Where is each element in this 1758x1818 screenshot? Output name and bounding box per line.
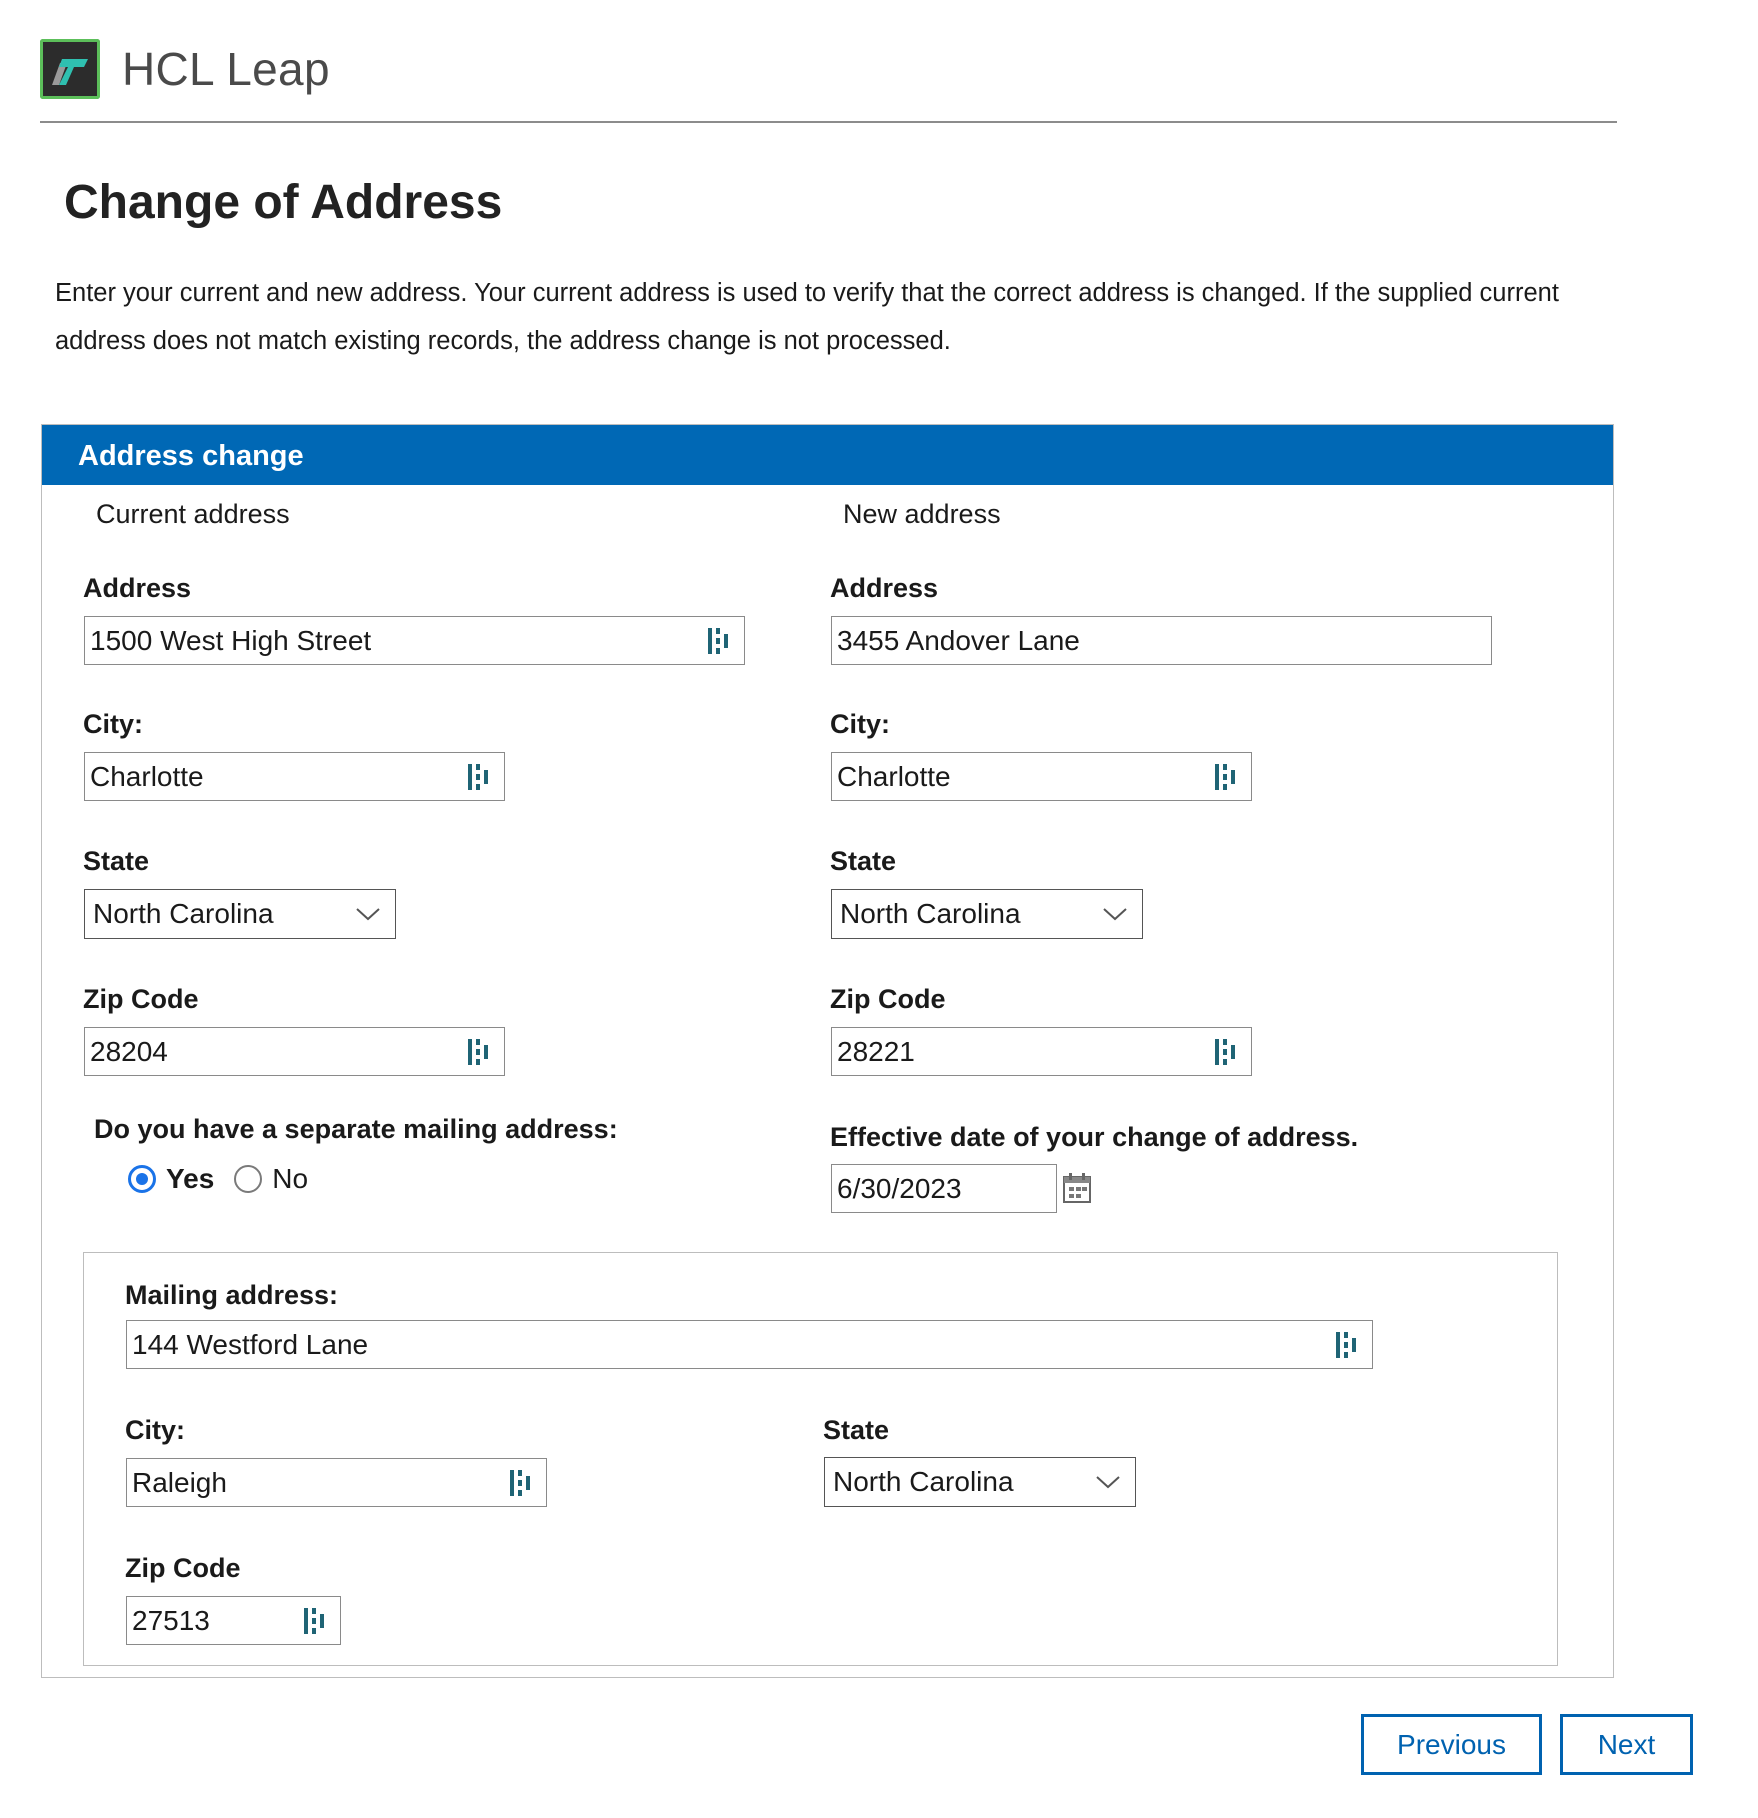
new-state-value: North Carolina — [840, 898, 1021, 929]
radio-yes-label[interactable]: Yes — [166, 1163, 215, 1194]
mailing-address-value: 144 Westford Lane — [132, 1328, 369, 1360]
current-city-value: Charlotte — [90, 760, 204, 792]
autofill-icon[interactable] — [466, 762, 494, 792]
mailing-address-label: Mailing address: — [125, 1280, 339, 1310]
current-state-select[interactable] — [84, 889, 396, 939]
new-state-label: State — [830, 846, 897, 876]
new-address-value: 3455 Andover Lane — [837, 624, 1080, 656]
current-address-heading: Current address — [96, 499, 290, 529]
current-zip-input[interactable] — [84, 1027, 505, 1076]
mailing-address-input[interactable] — [126, 1320, 1373, 1369]
mailing-city-value: Raleigh — [132, 1466, 227, 1498]
mailing-zip-value: 27513 — [132, 1604, 210, 1636]
mailing-city-input[interactable] — [126, 1458, 547, 1507]
mailing-zip-input[interactable] — [126, 1596, 341, 1645]
effective-date-label: Effective date of your change of address. — [830, 1122, 1359, 1152]
chevron-down-icon — [355, 906, 381, 922]
mailing-state-value: North Carolina — [833, 1466, 1014, 1497]
autofill-icon[interactable] — [302, 1606, 330, 1636]
new-address-heading: New address — [843, 499, 1001, 529]
mailing-zip-label: Zip Code — [125, 1553, 241, 1583]
current-address-value: 1500 West High Street — [90, 624, 372, 656]
mailing-state-label: State — [823, 1415, 890, 1445]
effective-date-input[interactable] — [831, 1164, 1057, 1213]
chevron-down-icon — [1095, 1474, 1121, 1490]
header-divider — [40, 121, 1617, 123]
current-address-input[interactable] — [84, 616, 745, 665]
current-address-label: Address — [83, 573, 192, 603]
previous-button[interactable]: Previous — [1361, 1714, 1542, 1775]
mailing-state-select[interactable] — [824, 1457, 1136, 1507]
panel-title: Address change — [78, 440, 304, 472]
current-state-value: North Carolina — [93, 898, 274, 929]
brand-name: HCL Leap — [122, 43, 330, 95]
separate-mailing-question: Do you have a separate mailing address: — [94, 1114, 618, 1144]
new-state-select[interactable] — [831, 889, 1143, 939]
autofill-icon[interactable] — [1213, 1037, 1241, 1067]
autofill-icon[interactable] — [466, 1037, 494, 1067]
radio-no-label[interactable]: No — [272, 1163, 309, 1194]
mailing-city-label: City: — [125, 1415, 185, 1445]
current-city-label: City: — [83, 709, 143, 739]
new-zip-value: 28221 — [837, 1035, 915, 1067]
radio-yes[interactable] — [128, 1165, 156, 1193]
new-zip-input[interactable] — [831, 1027, 1252, 1076]
autofill-icon[interactable] — [1213, 762, 1241, 792]
calendar-icon[interactable] — [1062, 1172, 1092, 1204]
new-zip-label: Zip Code — [830, 984, 946, 1014]
separate-mailing-radio-group — [128, 1163, 308, 1195]
page-title: Change of Address — [64, 176, 503, 229]
new-address-input[interactable] — [831, 616, 1492, 665]
new-city-input[interactable] — [831, 752, 1252, 801]
new-city-value: Charlotte — [837, 760, 951, 792]
autofill-icon[interactable] — [1334, 1330, 1362, 1360]
page-description: Enter your current and new address. Your current address is used to verify that the correct address is changed. If the supplied current address does not match existing records, the address change is not processed. — [55, 279, 1559, 355]
current-zip-value: 28204 — [90, 1035, 168, 1067]
autofill-icon[interactable] — [508, 1468, 536, 1498]
new-city-label: City: — [830, 709, 890, 739]
current-zip-label: Zip Code — [83, 984, 199, 1014]
autofill-icon[interactable] — [706, 626, 734, 656]
new-address-label: Address — [830, 573, 939, 603]
chevron-down-icon — [1102, 906, 1128, 922]
radio-no[interactable] — [234, 1165, 262, 1193]
current-city-input[interactable] — [84, 752, 505, 801]
next-button[interactable]: Next — [1560, 1714, 1693, 1775]
leap-logo-icon — [40, 39, 100, 99]
current-state-label: State — [83, 846, 150, 876]
effective-date-value: 6/30/2023 — [837, 1172, 962, 1204]
